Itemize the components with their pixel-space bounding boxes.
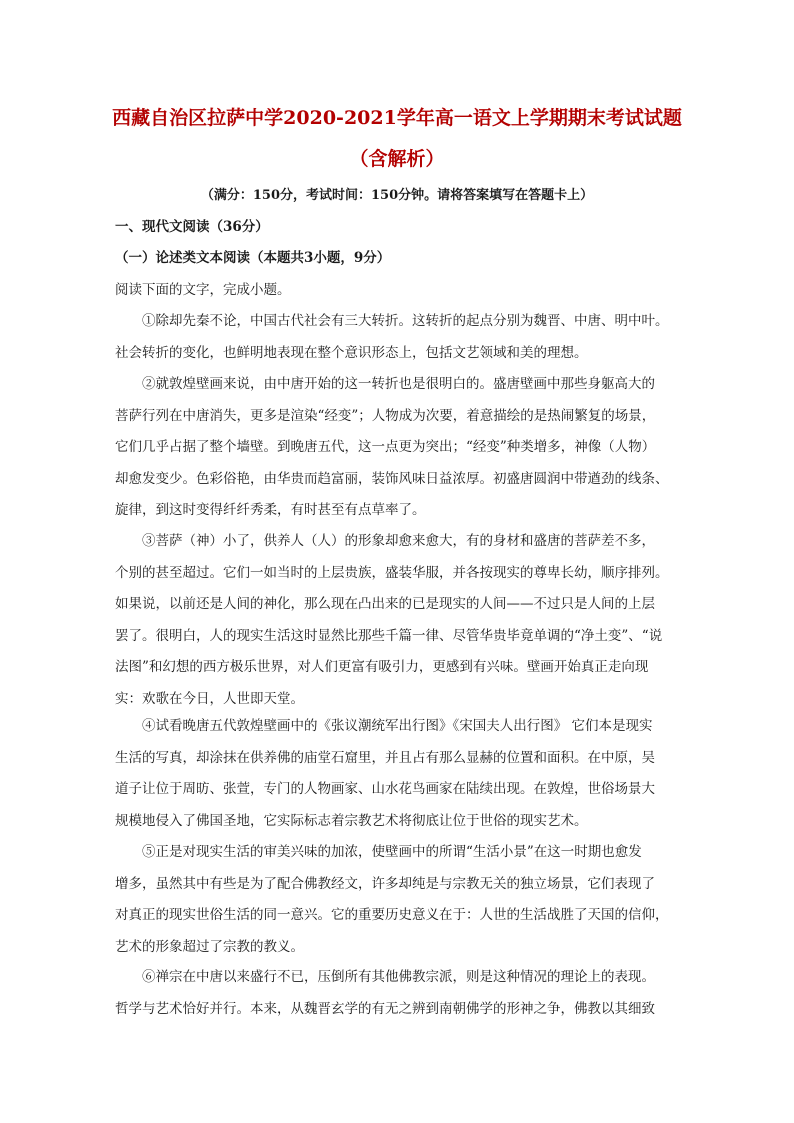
- paragraph-line: 实：欢歌在今日，人世即天堂。: [115, 690, 304, 707]
- exam-info: （满分：150分，考试时间：150分钟。请将答案填写在答题卡上）: [200, 188, 594, 203]
- paragraph-line: 社会转折的变化，也鲜明地表现在整个意识形态上，包括文艺领域和美的理想。: [115, 344, 588, 361]
- paragraph-4: [115, 711, 681, 837]
- paragraph-line: 菩萨行列在中唐消失，更多是渲染“经变”；人物成为次要，着意描绘的是热闹繁复的场景，: [115, 407, 656, 424]
- paragraph-6: [115, 962, 681, 1025]
- paragraph-line: 却愈发变少。色彩俗艳，由华贵而趋富丽，装饰风味日益浓厚。初盛唐圆润中带遒劲的线条、: [115, 470, 669, 487]
- paragraph-line: ⑥禅宗在中唐以来盛行不已，压倒所有其他佛教宗派，则是这种情况的理论上的表现。: [142, 969, 655, 985]
- subsection-heading: （一）论述类文本阅读（本题共3小题，9分）: [115, 250, 391, 266]
- paragraph-line: 生活的写真，却涂抹在供养佛的庙堂石窟里，并且占有那么显赫的位置和面积。在中原，吴: [115, 749, 655, 766]
- paragraph-line: 罢了。很明白，人的现实生活这时显然比那些千篇一律、尽管华贵毕竟单调的“净土变”、“说: [115, 627, 663, 644]
- paragraph-line: ①除却先秦不论，中国古代社会有三大转折。这转折的起点分别为魏晋、中唐、明中叶。: [142, 313, 669, 329]
- paragraph-line: 对真正的现实世俗生活的同一意兴。它的重要历史意义在于：人世的生活战胜了天国的信仰，: [115, 907, 669, 923]
- document-title: 西藏自治区拉萨中学2020-2021学年高一语文上学期期末考试试题: [112, 107, 682, 129]
- paragraph-line: ③菩萨（神）小了，供养人（人）的形象却愈来愈大，有的身材和盛唐的菩萨差不多，: [142, 533, 655, 549]
- paragraph-line: 哲学与艺术恰好并行。本来，从魏晋玄学的有无之辨到南朝佛学的形神之争，佛教以其细致: [115, 1000, 655, 1017]
- paragraph-line: 它们几乎占据了整个墙壁。到晚唐五代，这一点更为突出；“经变”种类增多，神像（人物）: [115, 439, 656, 455]
- paragraph-3: [115, 526, 681, 715]
- paragraph-5: [115, 837, 681, 963]
- paragraph-line: 旋律，到这时变得纤纤秀柔，有时甚至有点草率了。: [115, 502, 426, 518]
- section-heading: 一、现代文阅读（36分）: [115, 219, 269, 235]
- reading-instruction: 阅读下面的文字，完成小题。: [115, 282, 291, 298]
- paragraph-line: ④试看晚唐五代敦煌壁画中的《张议潮统军出行图》《宋国夫人出行图》 它们本是现实: [142, 718, 653, 734]
- paragraph-line: ⑤正是对现实生活的审美兴味的加浓，使壁画中的所谓“生活小景”在这一时期也愈发: [142, 844, 642, 860]
- document-title-suffix: （含解析）: [349, 148, 445, 170]
- paragraph-line: 规模地侵入了佛国圣地，它实际标志着宗教艺术将彻底让位于世俗的现实艺术。: [115, 812, 588, 829]
- paragraph-line: 道子让位于周昉、张萱，专门的人物画家、山水花鸟画家在陆续出现。在敦煌，世俗场景大: [115, 781, 655, 797]
- paragraph-line: ②就敦煌壁画来说，由中唐开始的这一转折也是很明白的。盛唐壁画中那些身躯高大的: [142, 376, 655, 392]
- paragraph-1: [115, 306, 681, 369]
- paragraph-line: 个别的甚至超过。它们一如当时的上层贵族，盛装华服，并各按现实的尊卑长幼，顺序排列。: [115, 564, 669, 581]
- paragraph-line: 艺术的形象超过了宗教的教义。: [115, 938, 304, 955]
- paragraph-line: 法图”和幻想的西方极乐世界，对人们更富有吸引力，更感到有兴味。壁画开始真正走向现: [115, 659, 649, 675]
- paragraph-line: 增多，虽然其中有些是为了配合佛教经文，许多却纯是与宗教无关的独立场景，它们表现了: [115, 875, 655, 892]
- paragraph-2: [115, 369, 681, 527]
- paragraph-line: 如果说，以前还是人间的神化，那么现在凸出来的已是现实的人间——不过只是人间的上层: [115, 596, 655, 612]
